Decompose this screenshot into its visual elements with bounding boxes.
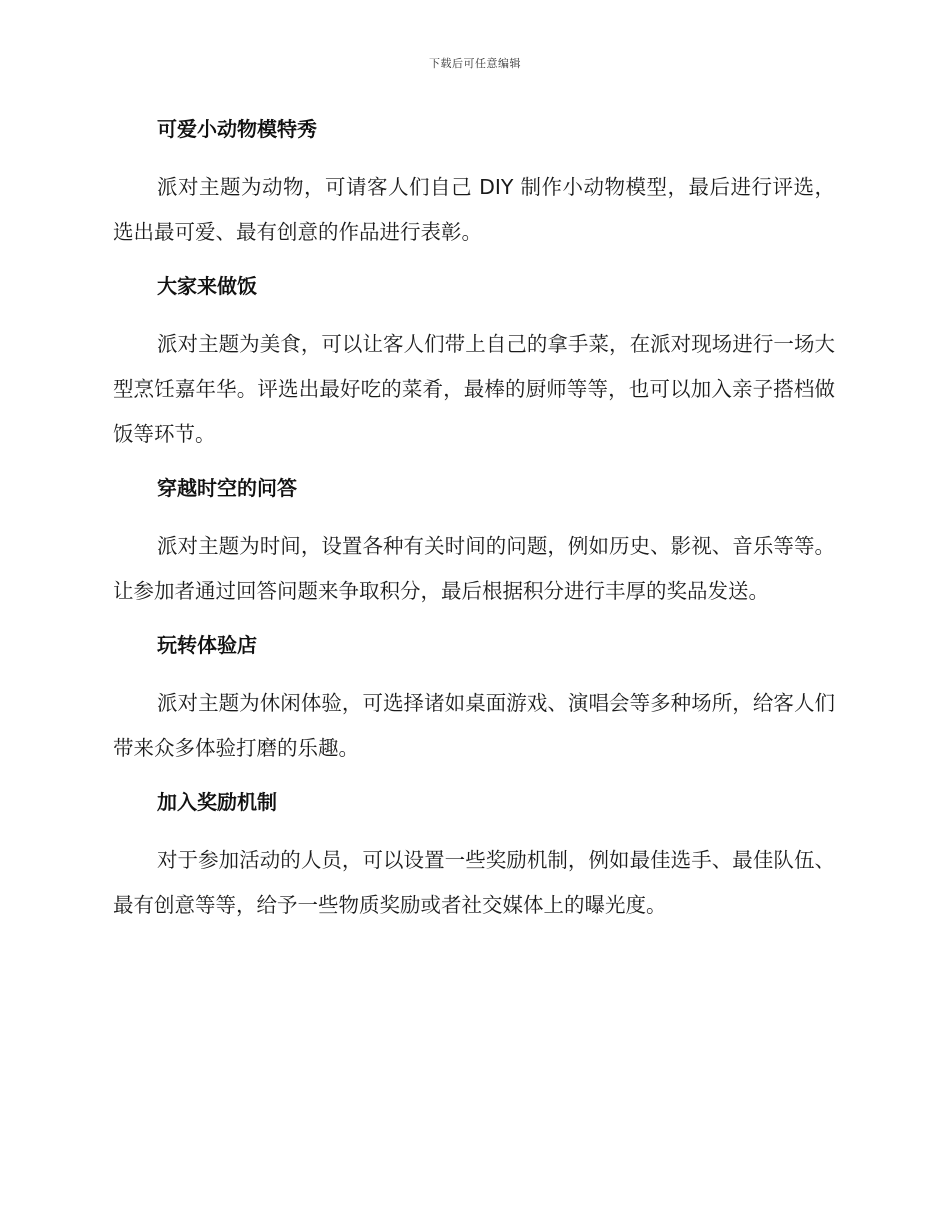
document-content	[113, 112, 835, 942]
section-reward-mechanism	[113, 785, 835, 928]
section-body: 派对主题为动物，可请客人们自己 DIY 制作小动物模型，最后进行评选，选出最可爱、最有创意的作品进行表彰。	[113, 175, 835, 244]
section-body: 派对主题为美食，可以让客人们带上自己的拿手菜，在派对现场进行一场大型烹饪嘉年华。评选出最好吃的菜肴，最棒的厨师等等，也可以加入亲子搭档做饭等环节。	[113, 332, 835, 446]
section-heading: 玩转体验店	[157, 633, 257, 657]
section-body: 派对主题为时间，设置各种有关时间的问题，例如历史、影视、音乐等等。让参加者通过回答问题来争取积分，最后根据积分进行丰厚的奖品发送。	[113, 534, 835, 603]
section-body: 派对主题为休闲体验，可选择诸如桌面游戏、演唱会等多种场所，给客人们带来众多体验打磨的乐趣。	[113, 691, 835, 760]
section-time-travel-quiz	[113, 471, 835, 614]
section-heading: 穿越时空的问答	[157, 476, 297, 500]
section-animal-model-show	[113, 112, 835, 255]
section-heading: 大家来做饭	[157, 274, 257, 298]
section-body: 对于参加活动的人员，可以设置一些奖励机制，例如最佳选手、最佳队伍、最有创意等等，给予一些物质奖励或者社交媒体上的曝光度。	[113, 848, 835, 917]
section-cooking-together	[113, 269, 835, 457]
section-heading: 可爱小动物模特秀	[157, 117, 317, 141]
section-heading: 加入奖励机制	[157, 790, 277, 814]
section-experience-store	[113, 628, 835, 771]
header-note: 下载后可任意编辑	[429, 57, 521, 70]
